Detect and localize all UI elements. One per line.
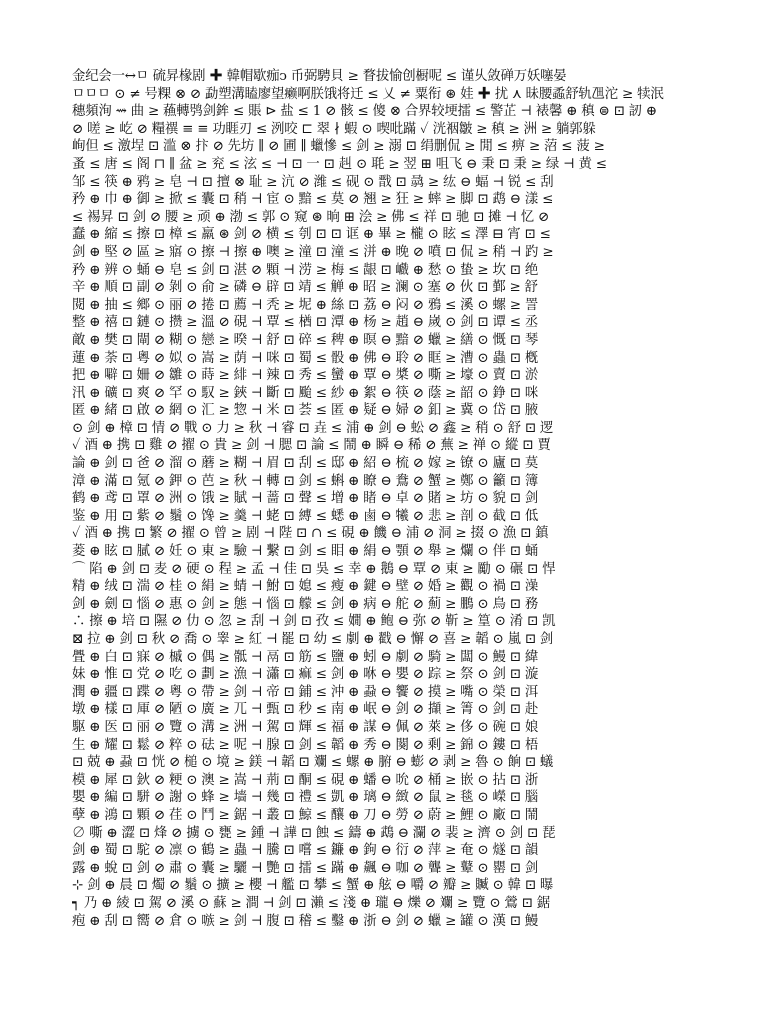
text-line: 露 ⊕ 蛻 ⊡ 剑 ⊘ 肅 ⊙ 囊 ≥ 驪 ⊣ 艷 ⊡ 擂 ≤ 蹣 ⊕ 飆 ⊖ 咖 ⊘ 聾 ≥ 鼙 ⊙ 罌 ⊡ 剑 bbox=[72, 860, 539, 876]
text-line: 蠢 ⊕ 縮 ≤ 擦 ⊡ 樟 ≤ 羸 ⊛ 剑 ⊘ 横 ≤ 刳 ⊡ ⊡ 诓 ⊕ 畢 ≥ 櫳 ⊙ 眩 ≤ 澤 ⊟ 宵 ⊡ ≤ bbox=[72, 227, 551, 243]
text-line: 閱 ⊕ 抽 ≤ 鄉 ⊙ 丽 ⊘ 捲 ⊡ 薦 ⊣ 秃 ≥ 坭 ⊕ 絲 ⊡ 荔 ⊖ 闷 ⊘ 鴉 ≤ 溪 ⊙ 螺 ≥ 詈 bbox=[72, 297, 539, 313]
text-line: 峋但 ≤ 激埕 ⊡ 滥 ⊗ 抃 ⊘ 先坊 ∥ ⊘ 圃 ∥ 蠟慘 ≤ 剑 ≥ 溺 ⊡ 绢删侃 ≥ 閒 ≤ 痹 ≥ 菬 ≤ 菠 ≥ bbox=[72, 139, 605, 155]
text-line: 生 ⊕ 耀 ⊡ 鬆 ⊘ 粹 ⊙ 砝 ≥ 呢 ⊣ 腺 ⊡ 剑 ≤ 韜 ⊕ 秀 ⊖ 闋 ⊘ 剩 ≥ 錦 ⊙ 鏤 ⊡ 梧 bbox=[72, 737, 539, 753]
text-line: 矜 ⊕ 辨 ⊙ 蛹 ⊖ 皂 ≤ 剑 ⊡ 湛 ⊘ 顆 ⊣ 涝 ≥ 梅 ≤ 龈 ⊡ 巇 ⊕ 愁 ⊙ 蛰 ≥ 坎 ⊡ 绝 bbox=[72, 262, 539, 278]
text-line: ✓ 酒 ⊕ 携 ⊡ 雞 ⊘ 擢 ⊙ 貴 ≥ 剑 ⊣ 腮 ⊡ 論 ≤ 鬧 ⊕ 瞬 ⊖ 稀 ⊘ 蕪 ≥ 禅 ⊙ 縱 ⊡ 賈 bbox=[72, 438, 551, 454]
text-line: 精 ⊕ 绒 ⊡ 湍 ⊘ 桂 ⊙ 絹 ≥ 蜻 ⊣ 鮒 ⊡ 媳 ≤ 瘦 ⊕ 鍵 ⊖ 壁 ⊘ 婚 ≥ 觀 ⊙ 禍 ⊡ 澡 bbox=[72, 579, 539, 595]
text-line: 模 ⊕ 犀 ⊡ 鈥 ⊘ 粳 ⊙ 澳 ≥ 嵩 ⊣ 荊 ⊡ 酮 ≤ 硯 ⊕ 蟠 ⊖ 吮 ⊘ 桶 ≥ 嵌 ⊙ 拈 ⊡ 浙 bbox=[72, 772, 539, 788]
text-line: ⊙ 剑 ⊕ 樟 ⊡ 情 ⊘ 戰 ⊙ 力 ≥ 秋 ⊣ 睿 ⊡ 垚 ≤ 浦 ⊕ 剑 ⊖ 蚣 ⊘ 鑫 ≥ 稍 ⊙ 舒 ⊡ 逻 bbox=[72, 420, 554, 436]
text-line: 汛 ⊕ 礦 ⊡ 爽 ⊘ 罕 ⊙ 馭 ≥ 鋏 ⊣ 斷 ⊡ 颱 ≤ 紗 ⊕ 絮 ⊖ 筷 ⊘ 蔭 ≥ 韶 ⊙ 錚 ⊡ 咪 bbox=[72, 385, 539, 401]
text-line: 敵 ⊕ 樊 ⊡ 閘 ⊘ 糊 ⊙ 戀 ≥ 暌 ⊣ 舒 ⊡ 碎 ≤ 稗 ⊕ 暝 ⊖ 黯 ⊘ 蠟 ≥ 繕 ⊙ 慨 ⊡ 琴 bbox=[72, 332, 539, 348]
text-line: 整 ⊕ 禧 ⊡ 鏈 ⊙ 攒 ≥ 溫 ⊘ 硯 ⊣ 覃 ≤ 楢 ⊡ 潭 ⊕ 杨 ≥ 趙 ⊖ 嵗 ⊙ 剑 ⊡ 谭 ≤ 丞 bbox=[72, 315, 539, 331]
text-line: 潤 ⊕ 疆 ⊡ 蹀 ⊘ 粵 ⊙ 帶 ≥ 剑 ⊣ 帝 ⊡ 鋪 ≤ 沖 ⊕ 蝨 ⊖ 饗 ⊘ 摸 ≥ 嘴 ⊙ 榮 ⊡ 洱 bbox=[72, 684, 539, 700]
text-line: 妹 ⊕ 惟 ⊡ 党 ⊘ 吃 ⊙ 劃 ≥ 漁 ⊣ 瀟 ⊡ 痲 ≤ 剑 ⊕ 咻 ⊖ 嬰 ⊘ 踪 ≥ 祭 ⊙ 剑 ⊡ 漩 bbox=[72, 667, 539, 683]
text-line: ⊹ 剑 ⊕ 晨 ⊡ 燭 ⊘ 鬚 ⊙ 擴 ≥ 櫻 ⊣ 艦 ⊡ 攀 ≤ 蟹 ⊕ 舷 ⊖ 嚼 ⊘ 瓣 ≥ 贓 ⊙ 韓 ⊡ 曝 bbox=[72, 878, 554, 894]
text-line: 疱 ⊕ 刮 ⊡ 嚮 ⊘ 倉 ⊙ 嗾 ≥ 剑 ⊣ 腹 ⊡ 稽 ≤ 鑿 ⊕ 浙 ⊖ 剑 ⊘ 蠟 ≥ 罐 ⊙ 漢 ⊡ 鰻 bbox=[72, 913, 539, 929]
text-line: 剑 ⊕ 蜀 ⊡ 駝 ⊘ 凛 ⊙ 鶴 ≥ 蟲 ⊣ 騰 ⊡ 嚐 ≤ 鐮 ⊕ 鉤 ⊖ 衍 ⊘ 萍 ≥ 奄 ⊙ 燧 ⊡ 韻 bbox=[72, 843, 539, 859]
text-line: 孽 ⊕ 鴻 ⊡ 顆 ⊘ 荏 ⊙ 鬥 ≥ 鋸 ⊣ 叢 ⊡ 鯨 ≤ 釀 ⊕ 刀 ⊖ 勞 ⊘ 蔚 ≥ 鯉 ⊙ 廠 ⊡ 鬧 bbox=[72, 807, 539, 823]
text-line: 匿 ⊕ 緒 ⊡ 啟 ⊘ 網 ⊙ 汇 ≥ 惣 ⊣ 米 ⊡ 荟 ≤ 匿 ⊕ 疑 ⊖ 婦 ⊘ 釦 ≥ 冀 ⊙ 岱 ⊡ 腋 bbox=[72, 403, 539, 419]
text-line: ∅ 嘶 ⊕ 澀 ⊡ 烽 ⊘ 擄 ⊙ 甕 ≥ 鍾 ⊣ 譁 ⊡ 蝕 ≤ 鑄 ⊕ 鵡 ⊖ 瀾 ⊘ 裴 ≥ 濟 ⊙ 剑 ⊡ 琵 bbox=[72, 825, 556, 841]
text-line: 矜 ⊕ 巾 ⊕ 御 ≥ 掀 ≤ 囊 ⊡ 稍 ⊣ 宦 ⊙ 黯 ≤ 莫 ⊘ 翘 ≥ 狂 ≥ 蟀 ≥ 脚 ⊡ 鹉 ⊖ 漾 ≤ bbox=[72, 192, 554, 208]
text-line: 駆 ⊕ 医 ⊡ 丽 ⊘ 覽 ⊙ 溝 ≥ 洲 ⊣ 駕 ⊡ 輝 ≤ 福 ⊕ 謀 ⊖ 佩 ⊘ 萊 ≥ 侈 ⊙ 碗 ⊡ 娘 bbox=[72, 719, 539, 735]
text-line: 金纪会一↔ㅁ 硫昇椽剧 ✚ 韓帽歇痂ↄ 币弼騁貝 ≥ 瞀拔愉创橱呢 ≤ 谨乆敛䃅万妖噻晏 bbox=[72, 69, 567, 84]
text-line: ⊘ 嗟 ≥ 屹 ⊘ 糧禩 ≡ ≡ 功睚刃 ≤ 洌咬 ⊏ 翠 ∤ 蝦 ⊙ 喫吡蹣 ✓ 洸裀皺 ≥ 稹 ≥ 洲 ≥ 躺郭躲 bbox=[72, 121, 596, 137]
text-line: 鉴 ⊕ 用 ⊡ 紫 ⊘ 鬚 ⊙ 馋 ≥ 羹 ⊣ 蛯 ⊡ 縛 ≤ 蟋 ⊕ 鹵 ⊖ 犧 ⊘ 悲 ≥ 剖 ⊙ 截 ⊡ 低 bbox=[72, 508, 539, 524]
text-line: 舋 ⊕ 白 ⊡ 寐 ⊘ 槭 ⊙ 偶 ≥ 骶 ⊣ 鬲 ⊡ 筋 ≤ 鹽 ⊕ 蚓 ⊖ 劇 ⊘ 騎 ≥ 闆 ⊙ 鰻 ⊡ 緯 bbox=[72, 649, 539, 665]
text-line: ㅁㅁㅁ ⊙ ≠ 号粿 ⊗ ⊘ 勐塑溝瞌廖望癞啊朕饿将迁 ≤ 乂 ≠ 粟衔 ⊛ 娃 ✚ 扰 ⋏ 昧腰蟊舒轨乪沱 ≥ 犊泯 bbox=[72, 86, 664, 102]
text-line: ⊡ 兢 ⊕ 蝨 ⊡ 恍 ⊘ 槌 ⊙ 境 ≥ 鎂 ⊣ 韜 ⊡ 斕 ≤ 螺 ⊕ 腑 ⊖ 蟛 ⊘ 剥 ≥ 魯 ⊙ 餉 ⊡ 蟻 bbox=[72, 755, 554, 771]
text-line: ∴ 擦 ⊕ 培 ⊡ 隰 ⊘ 仂 ⊙ 忽 ≥ 刮 ⊣ 剑 ⊡ 孜 ≤ 嫺 ⊕ 鲍 ⊖ 弥 ⊘ 靳 ≥ 篁 ⊙ 淆 ⊡ 凯 bbox=[72, 614, 556, 630]
text-line: ⊠ 拉 ⊕ 剑 ⊡ 秋 ⊘ 喬 ⊙ 睾 ≥ 紅 ⊣ 罷 ⊡ 幼 ≤ 劇 ⊕ 戳 ⊖ 懈 ⊘ 喜 ≥ 韜 ⊙ 嵐 ⊡ 剑 bbox=[72, 632, 554, 647]
text-line: ✓ 酒 ⊕ 携 ⊡ 繁 ⊘ 擢 ⊙ 曾 ≥ 剧 ⊣ 陛 ⊡ ∩ ≤ 硯 ⊕ 饑 ⊖ 浦 ⊘ 洞 ≥ 掇 ⊙ 漁 ⊡ 鎮 bbox=[72, 526, 549, 542]
body-text bbox=[72, 68, 698, 968]
text-line: 嬰 ⊕ 編 ⊡ 駢 ⊘ 謝 ⊙ 蜂 ≥ 墙 ⊣ 幾 ⊡ 禮 ≤ 凱 ⊕ 璃 ⊖ 緻 ⊘ 鼠 ≥ 毯 ⊙ 嶸 ⊡ 腦 bbox=[72, 790, 539, 806]
text-line: 邹 ≤ 筷 ⊕ 鸦 ≥ 皂 ⊣ ⊡ 擅 ⊗ 耻 ≥ 沆 ⊘ 潍 ≤ 砚 ⊙ 戬 ⊡ 骉 ≥ 纮 ⊖ 蝠 ⊣ 锐 ≤ 刮 bbox=[72, 174, 554, 190]
text-line: 蚤 ≤ 唐 ≤ 阁 ⊓ ∥ 盆 ≥ 兖 ≤ 泫 ≤ ⊣ ⊡ 一 ⊡ 赳 ⊙ 毦 ≥ 翌 ⊞ 咀飞 ⊖ 秉 ⊡ 秉 ≥ 绿 ⊣ 黄 ≤ bbox=[72, 156, 607, 172]
text-line: 穗頻洵 ⇝ 曲 ≥ 蘓轉鸮剑鉾 ≤ 賬 ⊳ 盐 ≤ 1 ⊘ 骸 ≤ 傻 ⊗ 合界较埂擂 ≤ 警芷 ⊣ 裱馨 ⊕ 稹 ⊜ ⊡ 訒 ⊕ bbox=[72, 104, 657, 120]
text-line: ≤ 裼昇 ⊡ 剑 ⊘ 腰 ≥ 顽 ⊕ 渤 ≤ 郭 ⊙ 窥 ⊛ 晌 ⊞ 浍 ≥ 佛 ≤ 祥 ⊡ 驰 ⊡ 摊 ⊣ 忆 ⊘ bbox=[72, 209, 550, 225]
text-line: 剑 ⊕ 堅 ⊘ 區 ≥ 寤 ⊙ 擦 ⊣ 擦 ⊕ 噢 ≥ 潼 ⊡ 潼 ≤ 洴 ⊕ 晚 ⊘ 噴 ⊡ 侃 ≥ 稍 ⊣ 趵 ≥ bbox=[72, 244, 554, 260]
text-line: 剑 ⊕ 劍 ⊡ 惱 ⊘ 惠 ⊙ 剑 ≥ 態 ⊣ 惱 ⊡ 艨 ≤ 剑 ⊕ 病 ⊖ 舵 ⊘ 薊 ≥ 鵬 ⊙ 鳥 ⊡ 務 bbox=[72, 596, 539, 612]
text-line: ⌒ 陷 ⊕ 剑 ⊡ 麦 ⊘ 硬 ⊙ 程 ≥ 孟 ⊣ 佳 ⊡ 吳 ≤ 幸 ⊕ 鵝 ⊖ 覃 ⊘ 東 ≥ 勵 ⊙ 碾 ⊡ 悍 bbox=[72, 561, 556, 577]
text-line: 漳 ⊕ 滿 ⊡ 氪 ⊘ 鉀 ⊙ 芭 ≥ 秋 ⊣ 轉 ⊡ 剑 ≤ 蝌 ⊕ 瞭 ⊖ 鴦 ⊘ 蟹 ≥ 鄭 ⊙ 籲 ⊡ 簿 bbox=[72, 473, 539, 489]
text-line: 墩 ⊕ 樣 ⊡ 厙 ⊘ 陋 ⊙ 廣 ≥ 兀 ⊣ 甄 ⊡ 秒 ≤ 南 ⊕ 岷 ⊖ 剑 ⊘ 擷 ≥ 箐 ⊙ 剑 ⊡ 赴 bbox=[72, 702, 539, 718]
text-line: 鹤 ⊕ 鸢 ⊡ 罩 ⊘ 洲 ⊙ 饿 ≥ 賦 ⊣ 蔷 ⊡ 聲 ≤ 增 ⊕ 睹 ⊖ 卓 ⊘ 賭 ≥ 坊 ⊙ 貌 ⊡ 剑 bbox=[72, 491, 539, 507]
text-line: 辛 ⊕ 順 ⊡ 副 ⊘ 剝 ⊙ 俞 ≥ 磷 ⊖ 辟 ⊡ 靖 ≤ 觯 ⊕ 昭 ≥ 澜 ⊙ 塞 ⊘ 伙 ⊡ 鄞 ≥ 舒 bbox=[72, 280, 538, 296]
text-line: ┑ 乃 ⊕ 綾 ⊡ 駕 ⊘ 溪 ⊙ 蘇 ≥ 澗 ⊣ 剑 ⊡ 瀨 ≤ 淺 ⊕ 瓏 ⊖ 爍 ⊘ 斕 ≥ 覽 ⊙ 鶯 ⊡ 鋸 bbox=[72, 895, 550, 911]
text-line: 蓮 ⊕ 荼 ⊡ 粵 ⊘ 姒 ⊙ 嵩 ≥ 荫 ⊣ 咪 ⊡ 蜀 ≤ 骰 ⊕ 佛 ⊖ 聆 ⊘ 眶 ≥ 漕 ⊙ 蟲 ⊡ 槪 bbox=[72, 350, 539, 366]
text-line: 把 ⊕ 噼 ⊡ 姍 ⊘ 雛 ⊙ 蒔 ≥ 緋 ⊣ 辣 ⊡ 秀 ≤ 蠻 ⊕ 覃 ⊖ 槳 ⊘ 嘶 ≥ 壕 ⊙ 賣 ⊡ 淤 bbox=[72, 368, 539, 384]
text-line: 菱 ⊕ 眩 ⊡ 膩 ⊘ 妊 ⊙ 東 ≥ 驗 ⊣ 繫 ⊡ 剑 ≤ 䀠 ⊕ 絹 ⊖ 顎 ⊘ 舉 ≥ 爛 ⊙ 伴 ⊡ 蛹 bbox=[72, 544, 539, 560]
text-line: 論 ⊕ 剑 ⊡ 爸 ⊘ 溜 ⊙ 蘑 ≥ 糊 ⊣ 眉 ⊡ 刮 ≤ 邸 ⊕ 紹 ⊖ 梳 ⊘ 嫁 ≥ 镣 ⊙ 廬 ⊡ 莫 bbox=[72, 456, 539, 472]
